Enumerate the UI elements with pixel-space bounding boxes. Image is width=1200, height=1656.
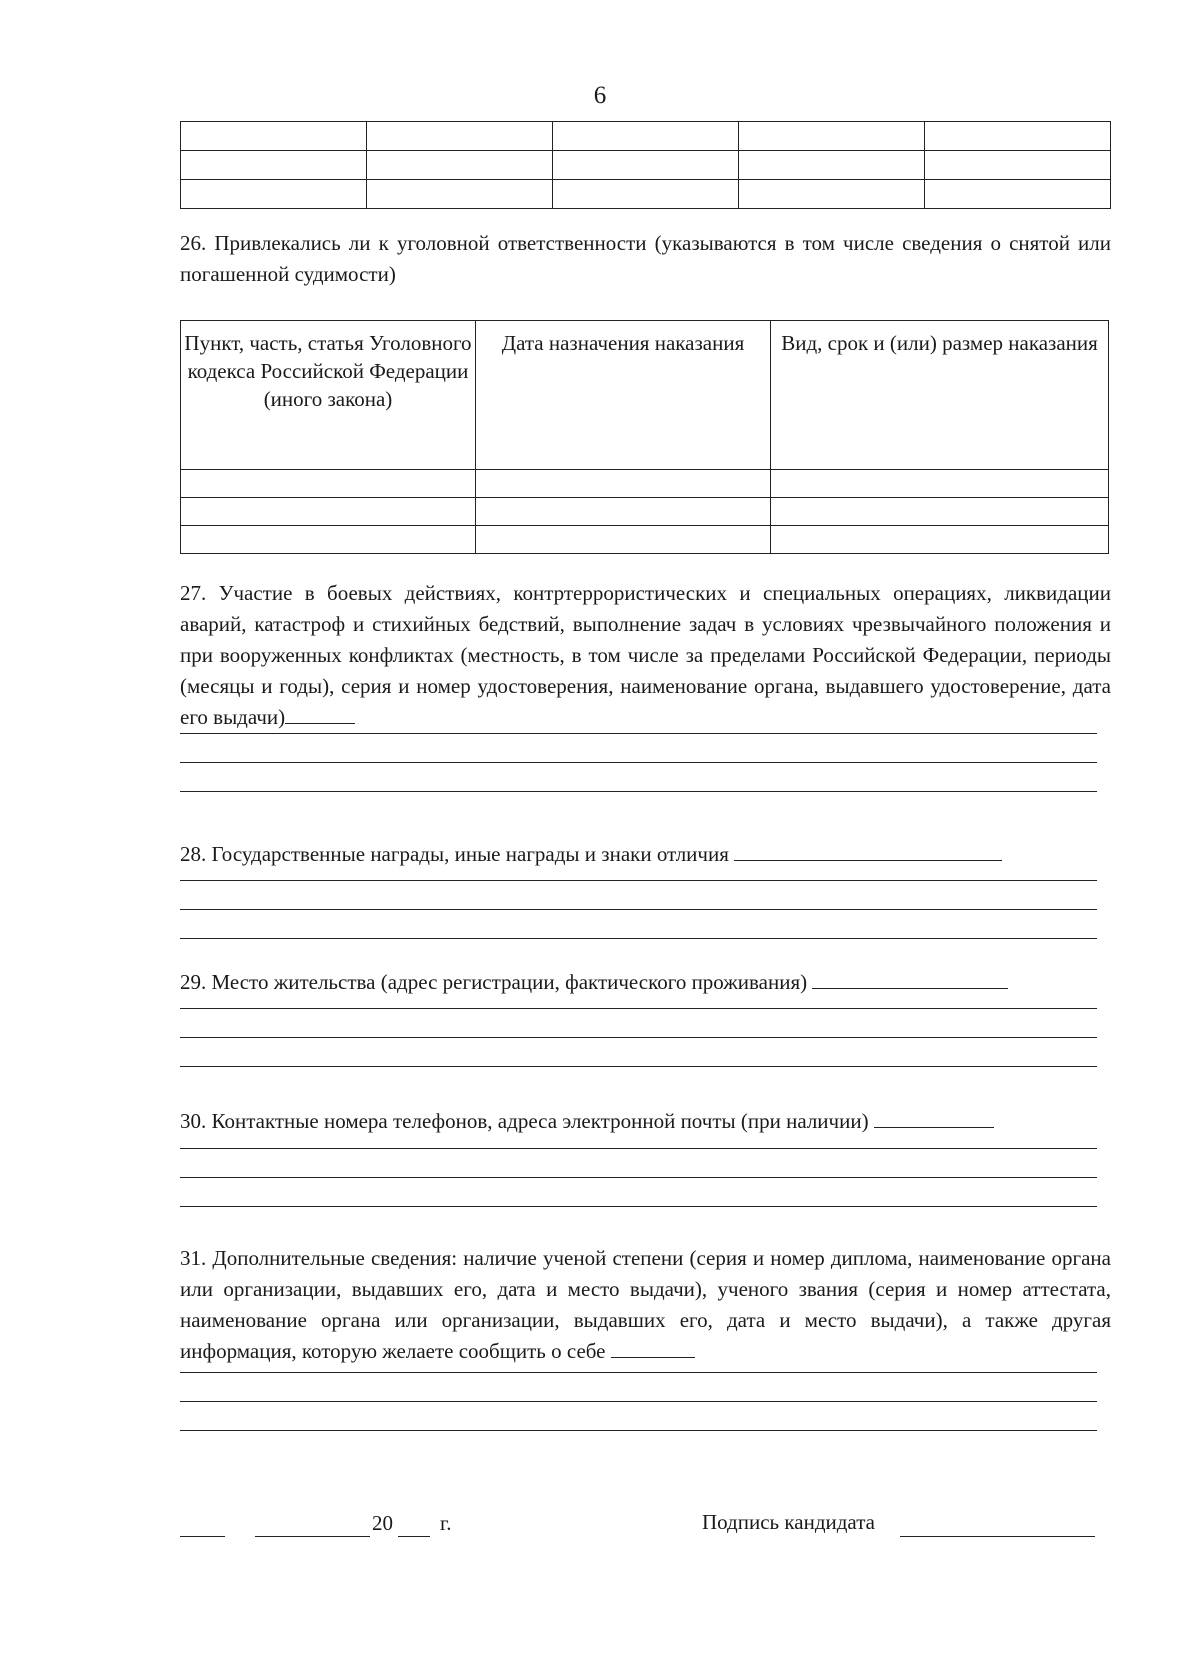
item-30: [180, 1106, 1111, 1137]
table-row: [181, 526, 1109, 554]
answer-line[interactable]: [180, 1148, 1097, 1149]
table-cell[interactable]: [476, 470, 771, 498]
table-cell[interactable]: [925, 151, 1111, 180]
item-29: [180, 967, 1111, 998]
table-cell[interactable]: [181, 470, 476, 498]
item-31: [180, 1243, 1111, 1367]
table-row: [181, 498, 1109, 526]
answer-line[interactable]: [180, 1066, 1097, 1067]
table-row: [181, 470, 1109, 498]
answer-line[interactable]: [611, 1337, 695, 1358]
year-suffix: г.: [440, 1511, 452, 1535]
table-cell[interactable]: [553, 122, 739, 151]
table-cell[interactable]: [367, 180, 553, 209]
header-punishment: Вид, срок и (или) размер наказания: [771, 321, 1109, 470]
answer-line[interactable]: [180, 1372, 1097, 1373]
answer-line[interactable]: [180, 1401, 1097, 1402]
item-28: [180, 839, 1111, 870]
answer-line[interactable]: [180, 1177, 1097, 1178]
item-27-text: 27. Участие в боевых действиях, контртеррористических и специальных операциях, ликвидации аварий, катастроф и стихийных бедствий, выполнение задач в условиях чрезвычайного положения и при вооруженных конфликтах (местность, в том числе за пределами Российской Федерации, периоды (месяцы и годы), серия и номер удостоверения, наименование органа, выдавшего удостоверение, дата его выдачи): [180, 581, 1111, 729]
answer-line[interactable]: [180, 1206, 1097, 1207]
table-cell[interactable]: [553, 151, 739, 180]
table-cell[interactable]: [181, 498, 476, 526]
table-cell[interactable]: [367, 122, 553, 151]
table-cell[interactable]: [739, 151, 925, 180]
signature-field[interactable]: [900, 1536, 1095, 1537]
day-field[interactable]: [180, 1536, 225, 1537]
table-cell[interactable]: [476, 526, 771, 554]
item-31-text: 31. Дополнительные сведения: наличие ученой степени (серия и номер диплома, наименование органа или организации, выдавших его, дата и место выдачи), ученого звания (серия и номер аттестата, наименование органа или организации, выдавших его, дата и место выдачи), а также другая информация, которую желаете сообщить о себе: [180, 1246, 1111, 1363]
item-28-text: 28. Государственные награды, иные награды и знаки отличия: [180, 842, 729, 866]
item-29-text: 29. Место жительства (адрес регистрации, фактического проживания): [180, 970, 808, 994]
answer-line[interactable]: [874, 1107, 994, 1128]
header-date: Дата назначения наказания: [476, 321, 771, 470]
answer-line[interactable]: [180, 909, 1097, 910]
answer-line[interactable]: [180, 1008, 1097, 1009]
year-field[interactable]: [398, 1536, 430, 1537]
answer-line[interactable]: [812, 968, 1008, 989]
continued-table: [180, 121, 1111, 209]
answer-line[interactable]: [180, 938, 1097, 939]
table-cell[interactable]: [553, 180, 739, 209]
table-cell[interactable]: [739, 180, 925, 209]
table-row: [181, 151, 1111, 180]
answer-line[interactable]: [180, 733, 1097, 734]
table-cell[interactable]: [925, 180, 1111, 209]
answer-line[interactable]: [180, 791, 1097, 792]
year-prefix: 20: [372, 1511, 393, 1535]
table-cell[interactable]: [771, 498, 1109, 526]
table-cell[interactable]: [476, 498, 771, 526]
table-cell[interactable]: [181, 180, 367, 209]
signature-label: Подпись кандидата: [702, 1510, 875, 1534]
header-article: Пункт, часть, статья Уголовного кодекса Российской Федерации (иного закона): [181, 321, 476, 470]
item-27: [180, 578, 1111, 733]
table-cell[interactable]: [925, 122, 1111, 151]
answer-line[interactable]: [180, 1037, 1097, 1038]
item-26-text: 26. Привлекались ли к уголовной ответственности (указываются в том числе сведения о снятой или погашенной судимости): [180, 231, 1111, 286]
table-cell[interactable]: [181, 526, 476, 554]
answer-line[interactable]: [285, 703, 355, 724]
table-cell[interactable]: [739, 122, 925, 151]
answer-line[interactable]: [180, 762, 1097, 763]
month-field[interactable]: [255, 1536, 370, 1537]
page-number: 6: [593, 82, 607, 109]
answer-line[interactable]: [734, 840, 1002, 861]
criminal-record-table: [180, 320, 1109, 554]
table-cell[interactable]: [181, 151, 367, 180]
table-header-row: [181, 321, 1109, 470]
table-cell[interactable]: [181, 122, 367, 151]
table-cell[interactable]: [367, 151, 553, 180]
table-cell[interactable]: [771, 526, 1109, 554]
table-row: [181, 180, 1111, 209]
table-cell[interactable]: [771, 470, 1109, 498]
answer-line[interactable]: [180, 1430, 1097, 1431]
table-row: [181, 122, 1111, 151]
item-30-text: 30. Контактные номера телефонов, адреса электронной почты (при наличии): [180, 1109, 869, 1133]
answer-line[interactable]: [180, 880, 1097, 881]
